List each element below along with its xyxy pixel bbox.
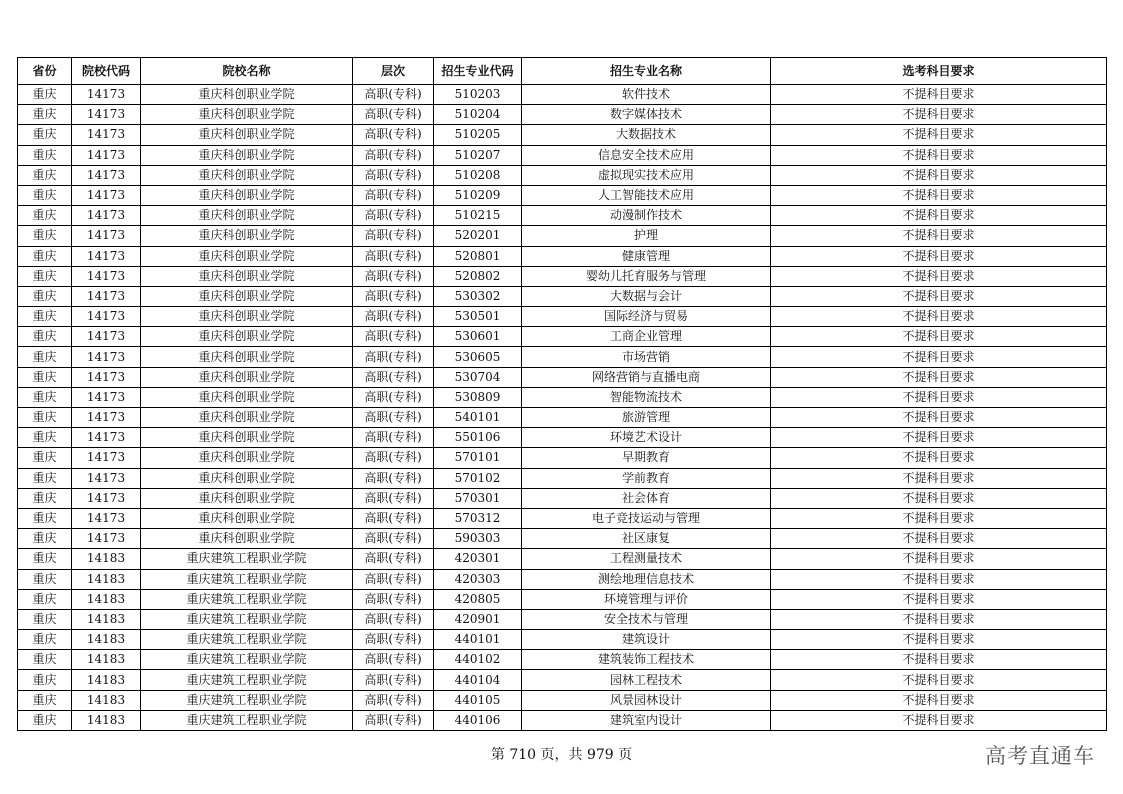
major-code-cell: 440101 bbox=[434, 630, 522, 650]
school-code-cell: 14183 bbox=[72, 710, 141, 730]
major-code-cell: 570301 bbox=[434, 488, 522, 508]
subject-requirement-cell: 不提科目要求 bbox=[771, 710, 1107, 730]
level-cell: 高职(专科) bbox=[353, 85, 434, 105]
level-cell: 高职(专科) bbox=[353, 589, 434, 609]
table-row bbox=[18, 347, 1107, 367]
subject-requirement-cell: 不提科目要求 bbox=[771, 327, 1107, 347]
major-name-cell: 软件技术 bbox=[522, 85, 771, 105]
province-cell: 重庆 bbox=[18, 125, 72, 145]
table-row bbox=[18, 327, 1107, 347]
school-code-cell: 14183 bbox=[72, 549, 141, 569]
school-name-cell: 重庆科创职业学院 bbox=[141, 85, 353, 105]
level-cell: 高职(专科) bbox=[353, 690, 434, 710]
major-code-cell: 530704 bbox=[434, 367, 522, 387]
province-cell: 重庆 bbox=[18, 286, 72, 306]
school-name-cell: 重庆科创职业学院 bbox=[141, 125, 353, 145]
major-name-cell: 大数据技术 bbox=[522, 125, 771, 145]
level-cell: 高职(专科) bbox=[353, 448, 434, 468]
subject-requirement-cell: 不提科目要求 bbox=[771, 165, 1107, 185]
major-name-cell: 工商企业管理 bbox=[522, 327, 771, 347]
table-row bbox=[18, 145, 1107, 165]
school-code-cell: 14173 bbox=[72, 105, 141, 125]
province-cell: 重庆 bbox=[18, 105, 72, 125]
major-name-cell: 工程测量技术 bbox=[522, 549, 771, 569]
table-row bbox=[18, 125, 1107, 145]
major-code-cell: 570101 bbox=[434, 448, 522, 468]
header-level: 层次 bbox=[353, 58, 434, 85]
major-code-cell: 440102 bbox=[434, 650, 522, 670]
subject-requirement-cell: 不提科目要求 bbox=[771, 145, 1107, 165]
major-code-cell: 520802 bbox=[434, 266, 522, 286]
table-row bbox=[18, 307, 1107, 327]
school-name-cell: 重庆科创职业学院 bbox=[141, 246, 353, 266]
major-code-cell: 510209 bbox=[434, 185, 522, 205]
subject-requirement-cell: 不提科目要求 bbox=[771, 549, 1107, 569]
major-name-cell: 社区康复 bbox=[522, 529, 771, 549]
major-code-cell: 510204 bbox=[434, 105, 522, 125]
school-name-cell: 重庆科创职业学院 bbox=[141, 448, 353, 468]
table-body bbox=[18, 85, 1107, 731]
level-cell: 高职(专科) bbox=[353, 508, 434, 528]
major-name-cell: 国际经济与贸易 bbox=[522, 307, 771, 327]
school-name-cell: 重庆建筑工程职业学院 bbox=[141, 690, 353, 710]
province-cell: 重庆 bbox=[18, 165, 72, 185]
school-code-cell: 14173 bbox=[72, 529, 141, 549]
major-code-cell: 510203 bbox=[434, 85, 522, 105]
school-code-cell: 14173 bbox=[72, 165, 141, 185]
major-name-cell: 环境艺术设计 bbox=[522, 428, 771, 448]
school-name-cell: 重庆科创职业学院 bbox=[141, 286, 353, 306]
major-code-cell: 540101 bbox=[434, 408, 522, 428]
major-name-cell: 信息安全技术应用 bbox=[522, 145, 771, 165]
province-cell: 重庆 bbox=[18, 589, 72, 609]
major-code-cell: 530605 bbox=[434, 347, 522, 367]
school-name-cell: 重庆建筑工程职业学院 bbox=[141, 549, 353, 569]
school-code-cell: 14173 bbox=[72, 347, 141, 367]
table-row bbox=[18, 670, 1107, 690]
subject-requirement-cell: 不提科目要求 bbox=[771, 569, 1107, 589]
major-code-cell: 570102 bbox=[434, 468, 522, 488]
school-name-cell: 重庆科创职业学院 bbox=[141, 266, 353, 286]
major-name-cell: 智能物流技术 bbox=[522, 387, 771, 407]
major-code-cell: 420301 bbox=[434, 549, 522, 569]
school-name-cell: 重庆科创职业学院 bbox=[141, 488, 353, 508]
school-name-cell: 重庆科创职业学院 bbox=[141, 206, 353, 226]
province-cell: 重庆 bbox=[18, 710, 72, 730]
level-cell: 高职(专科) bbox=[353, 226, 434, 246]
subject-requirement-cell: 不提科目要求 bbox=[771, 246, 1107, 266]
subject-requirement-cell: 不提科目要求 bbox=[771, 609, 1107, 629]
school-code-cell: 14183 bbox=[72, 630, 141, 650]
subject-requirement-cell: 不提科目要求 bbox=[771, 408, 1107, 428]
table-row bbox=[18, 549, 1107, 569]
table-row bbox=[18, 105, 1107, 125]
level-cell: 高职(专科) bbox=[353, 367, 434, 387]
table-row bbox=[18, 266, 1107, 286]
table-row bbox=[18, 367, 1107, 387]
province-cell: 重庆 bbox=[18, 670, 72, 690]
school-name-cell: 重庆科创职业学院 bbox=[141, 428, 353, 448]
table-row bbox=[18, 468, 1107, 488]
major-name-cell: 数字媒体技术 bbox=[522, 105, 771, 125]
major-code-cell: 520801 bbox=[434, 246, 522, 266]
school-name-cell: 重庆科创职业学院 bbox=[141, 387, 353, 407]
level-cell: 高职(专科) bbox=[353, 710, 434, 730]
subject-requirement-cell: 不提科目要求 bbox=[771, 670, 1107, 690]
table-row bbox=[18, 286, 1107, 306]
school-name-cell: 重庆科创职业学院 bbox=[141, 367, 353, 387]
school-name-cell: 重庆科创职业学院 bbox=[141, 165, 353, 185]
level-cell: 高职(专科) bbox=[353, 630, 434, 650]
school-name-cell: 重庆建筑工程职业学院 bbox=[141, 609, 353, 629]
school-code-cell: 14183 bbox=[72, 650, 141, 670]
school-name-cell: 重庆科创职业学院 bbox=[141, 307, 353, 327]
school-code-cell: 14173 bbox=[72, 85, 141, 105]
school-code-cell: 14173 bbox=[72, 206, 141, 226]
major-code-cell: 510215 bbox=[434, 206, 522, 226]
table-row bbox=[18, 488, 1107, 508]
subject-requirement-cell: 不提科目要求 bbox=[771, 630, 1107, 650]
level-cell: 高职(专科) bbox=[353, 185, 434, 205]
province-cell: 重庆 bbox=[18, 387, 72, 407]
school-name-cell: 重庆科创职业学院 bbox=[141, 226, 353, 246]
table-row bbox=[18, 185, 1107, 205]
school-name-cell: 重庆科创职业学院 bbox=[141, 145, 353, 165]
school-code-cell: 14173 bbox=[72, 266, 141, 286]
school-name-cell: 重庆建筑工程职业学院 bbox=[141, 630, 353, 650]
table-row bbox=[18, 165, 1107, 185]
subject-requirement-cell: 不提科目要求 bbox=[771, 185, 1107, 205]
level-cell: 高职(专科) bbox=[353, 670, 434, 690]
major-code-cell: 420303 bbox=[434, 569, 522, 589]
level-cell: 高职(专科) bbox=[353, 609, 434, 629]
table-row bbox=[18, 85, 1107, 105]
province-cell: 重庆 bbox=[18, 468, 72, 488]
major-name-cell: 风景园林设计 bbox=[522, 690, 771, 710]
subject-requirement-cell: 不提科目要求 bbox=[771, 85, 1107, 105]
major-code-cell: 440106 bbox=[434, 710, 522, 730]
major-name-cell: 建筑装饰工程技术 bbox=[522, 650, 771, 670]
level-cell: 高职(专科) bbox=[353, 165, 434, 185]
subject-requirement-cell: 不提科目要求 bbox=[771, 125, 1107, 145]
major-code-cell: 440105 bbox=[434, 690, 522, 710]
province-cell: 重庆 bbox=[18, 347, 72, 367]
table-row bbox=[18, 246, 1107, 266]
school-name-cell: 重庆科创职业学院 bbox=[141, 347, 353, 367]
table-row bbox=[18, 630, 1107, 650]
major-name-cell: 安全技术与管理 bbox=[522, 609, 771, 629]
major-code-cell: 510205 bbox=[434, 125, 522, 145]
subject-requirement-cell: 不提科目要求 bbox=[771, 448, 1107, 468]
major-name-cell: 市场营销 bbox=[522, 347, 771, 367]
major-name-cell: 学前教育 bbox=[522, 468, 771, 488]
level-cell: 高职(专科) bbox=[353, 307, 434, 327]
school-name-cell: 重庆科创职业学院 bbox=[141, 529, 353, 549]
major-code-cell: 510208 bbox=[434, 165, 522, 185]
major-name-cell: 护理 bbox=[522, 226, 771, 246]
subject-requirement-cell: 不提科目要求 bbox=[771, 650, 1107, 670]
major-code-cell: 420901 bbox=[434, 609, 522, 629]
subject-requirement-cell: 不提科目要求 bbox=[771, 206, 1107, 226]
major-name-cell: 大数据与会计 bbox=[522, 286, 771, 306]
header-school-name: 院校名称 bbox=[141, 58, 353, 85]
province-cell: 重庆 bbox=[18, 448, 72, 468]
table-row bbox=[18, 508, 1107, 528]
table-row bbox=[18, 569, 1107, 589]
major-name-cell: 社会体育 bbox=[522, 488, 771, 508]
province-cell: 重庆 bbox=[18, 266, 72, 286]
province-cell: 重庆 bbox=[18, 549, 72, 569]
level-cell: 高职(专科) bbox=[353, 650, 434, 670]
major-code-cell: 440104 bbox=[434, 670, 522, 690]
subject-requirement-cell: 不提科目要求 bbox=[771, 347, 1107, 367]
school-code-cell: 14173 bbox=[72, 185, 141, 205]
school-name-cell: 重庆科创职业学院 bbox=[141, 105, 353, 125]
province-cell: 重庆 bbox=[18, 408, 72, 428]
school-code-cell: 14173 bbox=[72, 428, 141, 448]
level-cell: 高职(专科) bbox=[353, 266, 434, 286]
province-cell: 重庆 bbox=[18, 206, 72, 226]
subject-requirement-cell: 不提科目要求 bbox=[771, 105, 1107, 125]
level-cell: 高职(专科) bbox=[353, 488, 434, 508]
major-code-cell: 550106 bbox=[434, 428, 522, 448]
school-code-cell: 14173 bbox=[72, 125, 141, 145]
province-cell: 重庆 bbox=[18, 226, 72, 246]
province-cell: 重庆 bbox=[18, 367, 72, 387]
school-code-cell: 14183 bbox=[72, 690, 141, 710]
major-name-cell: 园林工程技术 bbox=[522, 670, 771, 690]
major-code-cell: 510207 bbox=[434, 145, 522, 165]
major-code-cell: 530302 bbox=[434, 286, 522, 306]
level-cell: 高职(专科) bbox=[353, 529, 434, 549]
header-province: 省份 bbox=[18, 58, 72, 85]
enrollment-table bbox=[17, 57, 1107, 731]
school-code-cell: 14183 bbox=[72, 569, 141, 589]
school-code-cell: 14173 bbox=[72, 508, 141, 528]
table-row bbox=[18, 650, 1107, 670]
major-name-cell: 网络营销与直播电商 bbox=[522, 367, 771, 387]
province-cell: 重庆 bbox=[18, 307, 72, 327]
table-row bbox=[18, 226, 1107, 246]
level-cell: 高职(专科) bbox=[353, 145, 434, 165]
header-major-name: 招生专业名称 bbox=[522, 58, 771, 85]
school-name-cell: 重庆科创职业学院 bbox=[141, 468, 353, 488]
province-cell: 重庆 bbox=[18, 327, 72, 347]
table-row bbox=[18, 589, 1107, 609]
subject-requirement-cell: 不提科目要求 bbox=[771, 266, 1107, 286]
major-name-cell: 旅游管理 bbox=[522, 408, 771, 428]
province-cell: 重庆 bbox=[18, 488, 72, 508]
subject-requirement-cell: 不提科目要求 bbox=[771, 286, 1107, 306]
province-cell: 重庆 bbox=[18, 246, 72, 266]
school-name-cell: 重庆建筑工程职业学院 bbox=[141, 569, 353, 589]
table-header-row bbox=[18, 58, 1107, 85]
school-code-cell: 14173 bbox=[72, 226, 141, 246]
province-cell: 重庆 bbox=[18, 185, 72, 205]
school-code-cell: 14173 bbox=[72, 448, 141, 468]
major-code-cell: 420805 bbox=[434, 589, 522, 609]
level-cell: 高职(专科) bbox=[353, 206, 434, 226]
header-subject-requirement: 选考科目要求 bbox=[771, 58, 1107, 85]
subject-requirement-cell: 不提科目要求 bbox=[771, 529, 1107, 549]
major-code-cell: 530601 bbox=[434, 327, 522, 347]
major-name-cell: 虚拟现实技术应用 bbox=[522, 165, 771, 185]
school-code-cell: 14173 bbox=[72, 408, 141, 428]
province-cell: 重庆 bbox=[18, 428, 72, 448]
school-code-cell: 14173 bbox=[72, 367, 141, 387]
school-code-cell: 14173 bbox=[72, 327, 141, 347]
school-code-cell: 14173 bbox=[72, 286, 141, 306]
major-name-cell: 婴幼儿托育服务与管理 bbox=[522, 266, 771, 286]
subject-requirement-cell: 不提科目要求 bbox=[771, 508, 1107, 528]
major-name-cell: 建筑设计 bbox=[522, 630, 771, 650]
school-name-cell: 重庆建筑工程职业学院 bbox=[141, 650, 353, 670]
school-code-cell: 14173 bbox=[72, 488, 141, 508]
header-school-code: 院校代码 bbox=[72, 58, 141, 85]
subject-requirement-cell: 不提科目要求 bbox=[771, 468, 1107, 488]
province-cell: 重庆 bbox=[18, 145, 72, 165]
level-cell: 高职(专科) bbox=[353, 408, 434, 428]
table-row bbox=[18, 710, 1107, 730]
school-code-cell: 14173 bbox=[72, 387, 141, 407]
level-cell: 高职(专科) bbox=[353, 387, 434, 407]
school-code-cell: 14173 bbox=[72, 468, 141, 488]
major-name-cell: 早期教育 bbox=[522, 448, 771, 468]
major-name-cell: 测绘地理信息技术 bbox=[522, 569, 771, 589]
table-row bbox=[18, 609, 1107, 629]
subject-requirement-cell: 不提科目要求 bbox=[771, 488, 1107, 508]
province-cell: 重庆 bbox=[18, 569, 72, 589]
table-row bbox=[18, 529, 1107, 549]
level-cell: 高职(专科) bbox=[353, 347, 434, 367]
table-row bbox=[18, 428, 1107, 448]
subject-requirement-cell: 不提科目要求 bbox=[771, 690, 1107, 710]
table-row bbox=[18, 387, 1107, 407]
school-code-cell: 14173 bbox=[72, 307, 141, 327]
major-code-cell: 520201 bbox=[434, 226, 522, 246]
major-code-cell: 530809 bbox=[434, 387, 522, 407]
province-cell: 重庆 bbox=[18, 85, 72, 105]
major-name-cell: 健康管理 bbox=[522, 246, 771, 266]
level-cell: 高职(专科) bbox=[353, 549, 434, 569]
major-name-cell: 人工智能技术应用 bbox=[522, 185, 771, 205]
level-cell: 高职(专科) bbox=[353, 286, 434, 306]
major-name-cell: 环境管理与评价 bbox=[522, 589, 771, 609]
school-code-cell: 14173 bbox=[72, 246, 141, 266]
level-cell: 高职(专科) bbox=[353, 569, 434, 589]
school-name-cell: 重庆科创职业学院 bbox=[141, 327, 353, 347]
header-major-code: 招生专业代码 bbox=[434, 58, 522, 85]
table-row bbox=[18, 448, 1107, 468]
subject-requirement-cell: 不提科目要求 bbox=[771, 428, 1107, 448]
province-cell: 重庆 bbox=[18, 690, 72, 710]
subject-requirement-cell: 不提科目要求 bbox=[771, 367, 1107, 387]
level-cell: 高职(专科) bbox=[353, 125, 434, 145]
school-code-cell: 14183 bbox=[72, 609, 141, 629]
subject-requirement-cell: 不提科目要求 bbox=[771, 226, 1107, 246]
subject-requirement-cell: 不提科目要求 bbox=[771, 589, 1107, 609]
table-row bbox=[18, 408, 1107, 428]
table-row bbox=[18, 690, 1107, 710]
school-name-cell: 重庆建筑工程职业学院 bbox=[141, 670, 353, 690]
school-name-cell: 重庆建筑工程职业学院 bbox=[141, 710, 353, 730]
school-name-cell: 重庆建筑工程职业学院 bbox=[141, 589, 353, 609]
school-name-cell: 重庆科创职业学院 bbox=[141, 408, 353, 428]
province-cell: 重庆 bbox=[18, 650, 72, 670]
province-cell: 重庆 bbox=[18, 630, 72, 650]
level-cell: 高职(专科) bbox=[353, 327, 434, 347]
school-name-cell: 重庆科创职业学院 bbox=[141, 185, 353, 205]
subject-requirement-cell: 不提科目要求 bbox=[771, 307, 1107, 327]
watermark-logo-text: 高考直通车 bbox=[985, 744, 1095, 768]
major-name-cell: 建筑室内设计 bbox=[522, 710, 771, 730]
level-cell: 高职(专科) bbox=[353, 428, 434, 448]
major-code-cell: 570312 bbox=[434, 508, 522, 528]
school-code-cell: 14183 bbox=[72, 589, 141, 609]
province-cell: 重庆 bbox=[18, 529, 72, 549]
major-code-cell: 530501 bbox=[434, 307, 522, 327]
province-cell: 重庆 bbox=[18, 609, 72, 629]
major-code-cell: 590303 bbox=[434, 529, 522, 549]
province-cell: 重庆 bbox=[18, 508, 72, 528]
page-number-footer: 第 710 页，共 979 页 bbox=[490, 747, 633, 763]
subject-requirement-cell: 不提科目要求 bbox=[771, 387, 1107, 407]
level-cell: 高职(专科) bbox=[353, 468, 434, 488]
major-name-cell: 电子竞技运动与管理 bbox=[522, 508, 771, 528]
school-code-cell: 14173 bbox=[72, 145, 141, 165]
major-name-cell: 动漫制作技术 bbox=[522, 206, 771, 226]
table-row bbox=[18, 206, 1107, 226]
level-cell: 高职(专科) bbox=[353, 246, 434, 266]
level-cell: 高职(专科) bbox=[353, 105, 434, 125]
school-code-cell: 14183 bbox=[72, 670, 141, 690]
school-name-cell: 重庆科创职业学院 bbox=[141, 508, 353, 528]
